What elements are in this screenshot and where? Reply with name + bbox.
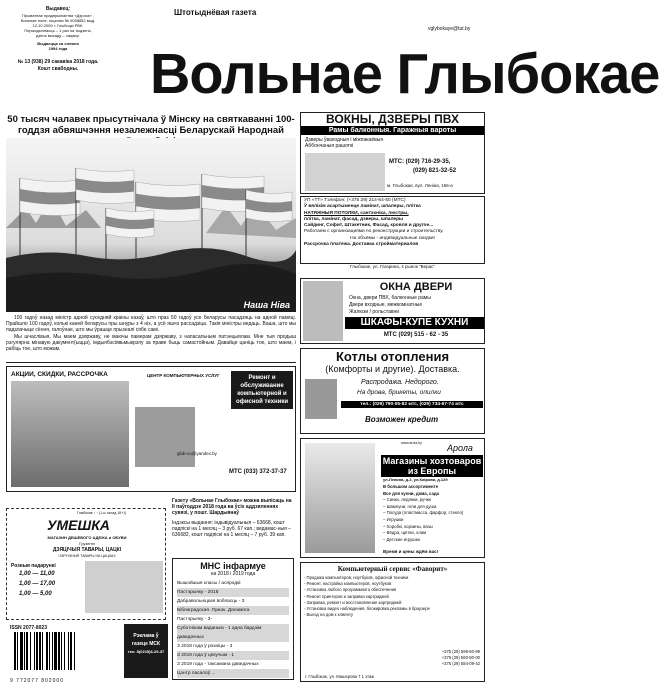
- barcode-bar: [58, 632, 60, 670]
- okna-line3: Жалюзи / рольставни: [349, 309, 400, 315]
- computer-item-4: - Заправка, ремонт и восстановление картриджей: [304, 599, 402, 605]
- umeshka-photo: [85, 561, 163, 613]
- akcii-email: glub-cu@yandex.by: [177, 451, 217, 456]
- publisher-label: Выдавец:: [45, 6, 71, 12]
- umeshka-line-3: ЧЭРУІЧНЫЯ ТАВАРЫ НА ЦАЦКАХ: [58, 554, 116, 558]
- barcode-bar: [20, 632, 23, 670]
- windows-line-1: Аббончаныя рашоткі: [305, 143, 354, 149]
- subscription-note: Газету «Вольнае Глыбокае» можна выпісаць на ІІ паўгоддзе 2018 года ва ўсіх аддзяленнях сувязі, у пошт. Шардыянаў: [172, 498, 292, 516]
- boilers-title: Котлы отопления: [335, 349, 450, 364]
- barcode-bar: [68, 632, 69, 670]
- windows-phone2: (029) 821-32-52: [413, 168, 457, 174]
- computer-item-5: - Установка видео наблюдения, блокировка рекламы в браузере: [304, 606, 430, 612]
- price-line: Кошт свабодны.: [37, 66, 79, 72]
- okna-phone: МТС (029) 515 - 62 - 35: [383, 332, 449, 338]
- dark-line-2: газеце МСК: [131, 641, 161, 647]
- dark-ad-box: [124, 624, 168, 678]
- mns-row-1: Пастэрыяку - 2018: [177, 588, 289, 597]
- furniture-line5: Работаем с организациями по реконструкции и строительству.: [304, 229, 444, 235]
- okna-photo: [303, 281, 343, 341]
- umeshka-subtitle: МАГАЗИН ДЕШЕВОГО АДЕЖА и ОБУВИ: [47, 535, 127, 540]
- barcode-bar: [30, 632, 31, 670]
- publisher-line-5: Выдаецца са снежня: [37, 41, 79, 46]
- furniture-line7: Рассрочка платежа. Доставка стройматериалов: [304, 242, 419, 248]
- furniture-ad: [300, 196, 485, 264]
- mns-row-2: Дабравольніцкая вобласць - 3: [177, 599, 245, 604]
- mns-row-8: З 2019 года - таксамана даведачных: [177, 662, 259, 667]
- akcii-headline: Ремонт и обслуживание компьютерной и офисной техники: [231, 371, 293, 409]
- computer-item-3: - Ремонт принтеров и заправка картриджей: [304, 593, 389, 599]
- lead-photo: [6, 138, 296, 312]
- barcode-bar: [52, 632, 53, 670]
- akcii-title: АКЦИИ, СКИДКИ, РАССРОЧКА: [11, 371, 108, 378]
- windows-pvc-ad: [300, 112, 485, 194]
- dark-line-1: Рэклама ў: [133, 633, 159, 639]
- garden-item-5: – Игрушки: [383, 516, 404, 522]
- barcode-bar: [70, 632, 72, 670]
- windows-phone1: МТС: (029) 716-29-35,: [389, 159, 451, 165]
- furniture-line3: плітка, ламінат, фасад, дзверы, шпалеры: [304, 216, 404, 222]
- okna-line2: Двери входные, межкомнатные: [349, 302, 423, 308]
- computer-item-0: - Продажа компьютеров, ноутбуков, офисной техники: [304, 575, 409, 580]
- okna-dveri-ad: [300, 278, 485, 344]
- garden-item-3: – Шампуни, гели для душа: [383, 503, 437, 509]
- issue-line: № 13 (938) 29 сакавіка 2018 года.: [17, 59, 99, 65]
- mns-rows: [173, 577, 293, 680]
- publisher-line-4: дзень выхаду – чацвер.: [36, 33, 80, 38]
- lead-body: [6, 315, 296, 352]
- garden-photo: [305, 443, 375, 553]
- computer-item-2: - Установка любого программного обеспечения: [304, 587, 397, 593]
- furniture-headline: Ў вялікім асартыменце ламінат, шпалеры, плітка: [304, 204, 421, 210]
- mns-subtitle: на 2018 і 2019 года: [210, 571, 256, 577]
- newspaper-title: Вольнае Глыбокае: [150, 42, 659, 106]
- barcode-bar: [34, 632, 35, 670]
- mns-row-4: Пастэрыяку - 3-: [177, 617, 212, 622]
- akcii-small-photo: [135, 407, 195, 467]
- barcode-bar: [61, 632, 62, 670]
- garden-item-2: – Санки, ледянки, ручки: [383, 497, 431, 503]
- barcode-bar: [42, 632, 43, 670]
- dark-line-3: тел. 8(0215)6-29-37: [127, 649, 165, 654]
- akcii-ad: [6, 366, 296, 492]
- furniture-line4: Сайдинг, Софит, Штакетник, Фасад, кровля и другое...: [304, 223, 434, 229]
- furniture-line2: НАТЯЖНЫЯ ПОТОЛКИ, сантэхніка, люстры,: [304, 210, 409, 216]
- barcode-bar: [36, 632, 38, 670]
- barcode-bar: [14, 632, 16, 670]
- computer-item-6: - Выезд на дом к клиенту: [304, 612, 354, 618]
- boilers-line1: Распродажа. Недорого.: [361, 379, 439, 386]
- email: vglybokaye@tut.by: [428, 26, 471, 32]
- issn: ISSN 2077-8023: [10, 625, 47, 631]
- garden-item-1: Все для кухни, дома, сада: [383, 490, 439, 496]
- windows-photo: [305, 153, 385, 191]
- barcode-digits: 9 772077 802000: [10, 678, 64, 684]
- garden-ad: [300, 438, 485, 558]
- garden-brand: Арола: [447, 443, 473, 453]
- barcode-bar: [64, 632, 65, 670]
- windows-title: ВОКНЫ, ДЗВЕРЫ ПВХ: [326, 112, 459, 126]
- boilers-subtitle: (Комфорты и другие). Доставка.: [325, 364, 460, 374]
- windows-subtitle: Рамы балконныя. Гаражныя вароты: [301, 126, 484, 135]
- umeshka-index: Глыбокае ↑ ↑ (1-ы склад 18+1): [77, 511, 127, 515]
- barcode-bar: [54, 632, 57, 670]
- garden-address: ул.Ленина, д.2, ул.Киірова, д.129: [383, 477, 448, 482]
- mns-row-6: З 2018 года ў розніцы - 3: [177, 644, 233, 649]
- publisher-line-1: Вольнае поле, ліцэнзія № 0058852 выд.: [20, 18, 96, 23]
- umeshka-prices-label: Розныя падарункі: [11, 563, 56, 569]
- okna-line1: Окна, двери ПВХ, балконные рамы: [349, 295, 431, 301]
- garden-items: [383, 484, 483, 543]
- barcode-bar: [17, 632, 18, 670]
- umeshka-line-2: ДЗЯЦІЧЫЯ ТАВАРЫ, ЦАЦКІ: [52, 547, 122, 553]
- barcode-bar: [39, 632, 41, 670]
- garden-item-4: – Посуда (пластмасса, фарфор, стекло): [383, 510, 464, 516]
- boilers-ad: [300, 348, 485, 434]
- divider: [6, 362, 296, 363]
- publisher-line-6: 1994 года: [48, 46, 68, 51]
- computer-items: [304, 575, 481, 618]
- barcode-bar: [74, 632, 75, 670]
- barcode-bar: [26, 632, 28, 670]
- lead-headline: 50 тысяч чалавек прысутнічала ў Мінску на святкаванні 100-годдзя абвяшчэння незалежнасці Беларускай Народнай: [7, 114, 295, 136]
- umeshka-price-2: 1,00 — 5,00: [19, 591, 52, 597]
- barcode: [10, 632, 120, 684]
- photo-caption: Наша Ніва: [243, 300, 290, 310]
- okna-banner: ШКАФЫ-КУПЕ КУХНИ: [345, 317, 484, 329]
- computer-item-1: - Ремонт, настройка компьютеров, ноутбуков: [304, 581, 392, 587]
- garden-item-6: – Хоробкі, корзины, вазы: [383, 523, 433, 529]
- mns-row-9: Цэнтр пасалоў ...: [177, 669, 289, 678]
- okna-title: ОКНА ДВЕРИ: [379, 281, 453, 293]
- mns-row-3: Біблаградская. Лужок. Дапамога: [177, 606, 289, 615]
- umeshka-price-0: 1,00 — 11,00: [19, 571, 55, 577]
- computer-phone-2: +375 (29) 584-09-42: [441, 661, 480, 666]
- mns-row-0: Вышэйшыя класы / асяродкі:: [177, 581, 242, 586]
- boilers-line2: На дрова, брикеты, опилки: [357, 389, 441, 396]
- akcii-photo: [11, 381, 129, 487]
- computer-phone-1: +375 (29) 560-80-00: [441, 655, 480, 660]
- weekly-label: Штотыднёвая газета: [174, 8, 257, 17]
- boilers-photo: [305, 379, 337, 419]
- mns-box: [172, 558, 294, 680]
- publisher-line-2: 12.10.2009 г. Глыбоцкі РВК.: [32, 23, 84, 28]
- akcii-phone: МТС (033) 372-37-37: [229, 469, 287, 475]
- computer-phones: [442, 649, 480, 667]
- barcode-bar: [49, 632, 50, 670]
- umeshka-line-1: Грузенні: [79, 541, 95, 546]
- furniture-phone: УП «ТТ» Тэлефон: (+375 29) 214-64-50 (МТС): [304, 198, 406, 203]
- garden-site: www.arola.by: [401, 441, 422, 445]
- garden-item-7: – Вёдра, щётки, хлам: [383, 530, 427, 536]
- furniture-address: Глыбокае, ул. Гагарина, 4 рынок "Верас": [350, 264, 435, 269]
- boilers-phone: тел.: (029) 790-05-82 мтс, (029) 734-67-74 мтс: [341, 401, 483, 408]
- computer-phone-0: +375 (29) 599-60-99: [441, 649, 480, 654]
- boilers-note: Возможен кредит: [365, 415, 439, 424]
- windows-line-0: Дзверы ўваходныя і міжпакаёвыя: [305, 137, 384, 143]
- garden-item-0: В большом ассортименте: [383, 484, 439, 489]
- umeshka-price-1: 1,00 — 17,00: [19, 581, 56, 587]
- barcode-bar: [24, 632, 25, 670]
- windows-address: м. Глыбокае, вул. Леніна, 166-а: [387, 183, 453, 188]
- furniture-line6: На объёмы - индивидуальные скидки!: [350, 235, 435, 241]
- publisher-line-0: Прыватнае прадпрыемства «Дэрога» ,: [22, 13, 94, 18]
- publisher-line-3: Перыядычнасць – 1 раз на тыдзень,: [24, 28, 92, 33]
- mns-title: МНС інфармуе: [200, 561, 266, 571]
- garden-item-8: – Детские игрушки: [383, 536, 420, 542]
- computer-ad: [300, 562, 485, 682]
- publisher-block: [6, 6, 110, 126]
- computer-address: г. Глыбокае, ул. Машерова 7 1 этаж: [305, 674, 375, 679]
- company-name: ЦЕНТР КОМПЬЮТЕРНЫХ УСЛУГ: [147, 373, 220, 378]
- garden-title: Магазины хозтоваров из Европы: [382, 456, 482, 476]
- lead-paragraph-2: Мы шчаслівыя. Мы маем дзяржаву, не маючы памерам дзяржаву, з напасальным патэнцыялам. Мне тыя продыш рэгулярна мінавую дакумент(ыцца), імдыябэсіявьмыкрэпу за праве быць самастойным. Давайце цаніць тое, што маем, і рабіць тое, што можам.: [6, 333, 296, 353]
- lead-paragraph-1: 100 гадоў назад міністр адной суседняй краіны казаў, што праз 50 гадоў усе беларусы пасадзяць на адной памяці. Прайшло 100 гадоў, колькі каней беларусы пры шнуры з 4 ніх, а усё яшчэ рассадзіца. Такія міністры ведаць. Ваша, што мы падзлачыце сёння, галоўнае, што мы ўрашце прызналі сябе самі.: [6, 315, 296, 334]
- computer-title: Компьютерный сервис «Фаворит»: [337, 565, 448, 573]
- mns-row-7: З 2019 года ў цякучым - 1: [177, 651, 289, 660]
- barcode-bar: [46, 632, 48, 670]
- mns-row-5: Суботнікам ваданым - 1 адна бардзім даведачных: [177, 624, 289, 642]
- umeshka-title: УМЕШКА: [47, 517, 110, 533]
- subscription-detail: Індэксы выдання: індывідуальныя – 63668, кошт падпіскі на 1 месяц – 3 руб. 67 кап.; ведамас-ныя – 636682, кошт падпіскі на 1 месяц – 7 руб. 39 кап.: [172, 520, 291, 538]
- garden-footer: Время и цены ждём вас!: [383, 549, 439, 554]
- umeshka-ad: [6, 508, 166, 620]
